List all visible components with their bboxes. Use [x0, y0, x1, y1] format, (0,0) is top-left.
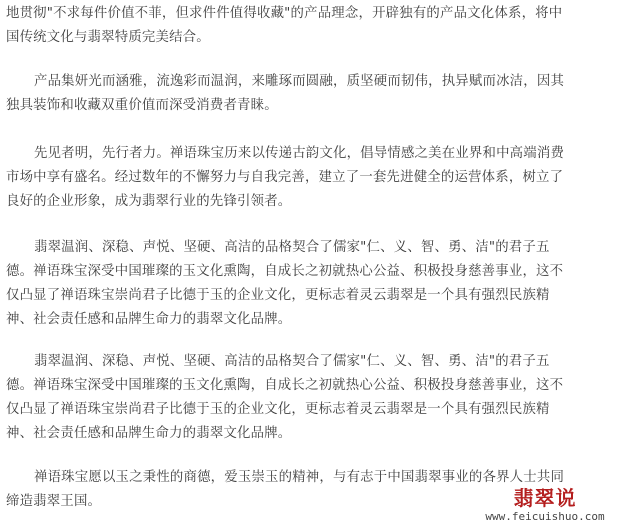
- text-line: 市场中享有盛名。经过数年的不懈努力与自我完善，建立了一套先进健全的运营体系，树立了: [6, 170, 564, 185]
- text-line: 德。禅语珠宝深受中国璀璨的玉文化熏陶，自成长之初就热心公益、积极投身慈善事业，这不: [6, 264, 564, 279]
- watermark-logo-text: 翡翠说: [513, 486, 577, 510]
- text-line: 禅语珠宝愿以玉之秉性的商德，爱玉崇玉的精神，与有志于中国翡翠事业的各界人士共同: [34, 470, 565, 485]
- paragraph-jade-virtues: [6, 236, 563, 332]
- text-line: 仅凸显了禅语珠宝崇尚君子比德于玉的企业文化，更标志着灵云翡翠是一个具有强烈民族精: [6, 402, 550, 417]
- paragraph-product-philosophy: [6, 2, 562, 50]
- text-line: 先见者明，先行者力。禅语珠宝历来以传递古韵文化，倡导情感之美在业界和中高端消费: [34, 146, 565, 161]
- text-line: 独具装饰和收藏双重价值而深受消费者青睐。: [6, 98, 278, 113]
- text-line: 神、社会责任感和品牌生命力的翡翠文化品牌。: [6, 426, 292, 441]
- text-line: 德。禅语珠宝深受中国璀璨的玉文化熏陶，自成长之初就热心公益、积极投身慈善事业，这不: [6, 378, 564, 393]
- text-line: 良好的企业形象，成为翡翠行业的先锋引领者。: [6, 194, 292, 209]
- text-line: 仅凸显了禅语珠宝崇尚君子比德于玉的企业文化，更标志着灵云翡翠是一个具有强烈民族精: [6, 288, 550, 303]
- text-line: 翡翠温润、深稳、声悦、坚硬、高洁的品格契合了儒家"仁、义、智、勇、洁"的君子五: [34, 240, 550, 255]
- site-watermark: [480, 486, 610, 523]
- text-line: 地贯彻"不求每件价值不菲，但求件件值得收藏"的产品理念，开辟独有的产品文化体系，将中: [6, 6, 563, 21]
- text-line: 缔造翡翠王国。: [6, 494, 102, 509]
- paragraph-jade-virtues-repeat: [6, 350, 563, 446]
- text-line: 产品集妍光而涵雅，流逸彩而温润，来雕琢而圆融，质坚硬而韧伟，执异赋而冰洁，因其: [34, 74, 565, 89]
- paragraph-brand-leadership: [6, 142, 564, 214]
- text-line: 翡翠温润、深稳、声悦、坚硬、高洁的品格契合了儒家"仁、义、智、勇、洁"的君子五: [34, 354, 550, 369]
- text-line: 国传统文化与翡翠特质完美结合。: [6, 30, 210, 45]
- text-line: 神、社会责任感和品牌生命力的翡翠文化品牌。: [6, 312, 292, 327]
- paragraph-product-qualities: [6, 70, 564, 118]
- watermark-url: www.feicuishuo.com: [485, 510, 605, 523]
